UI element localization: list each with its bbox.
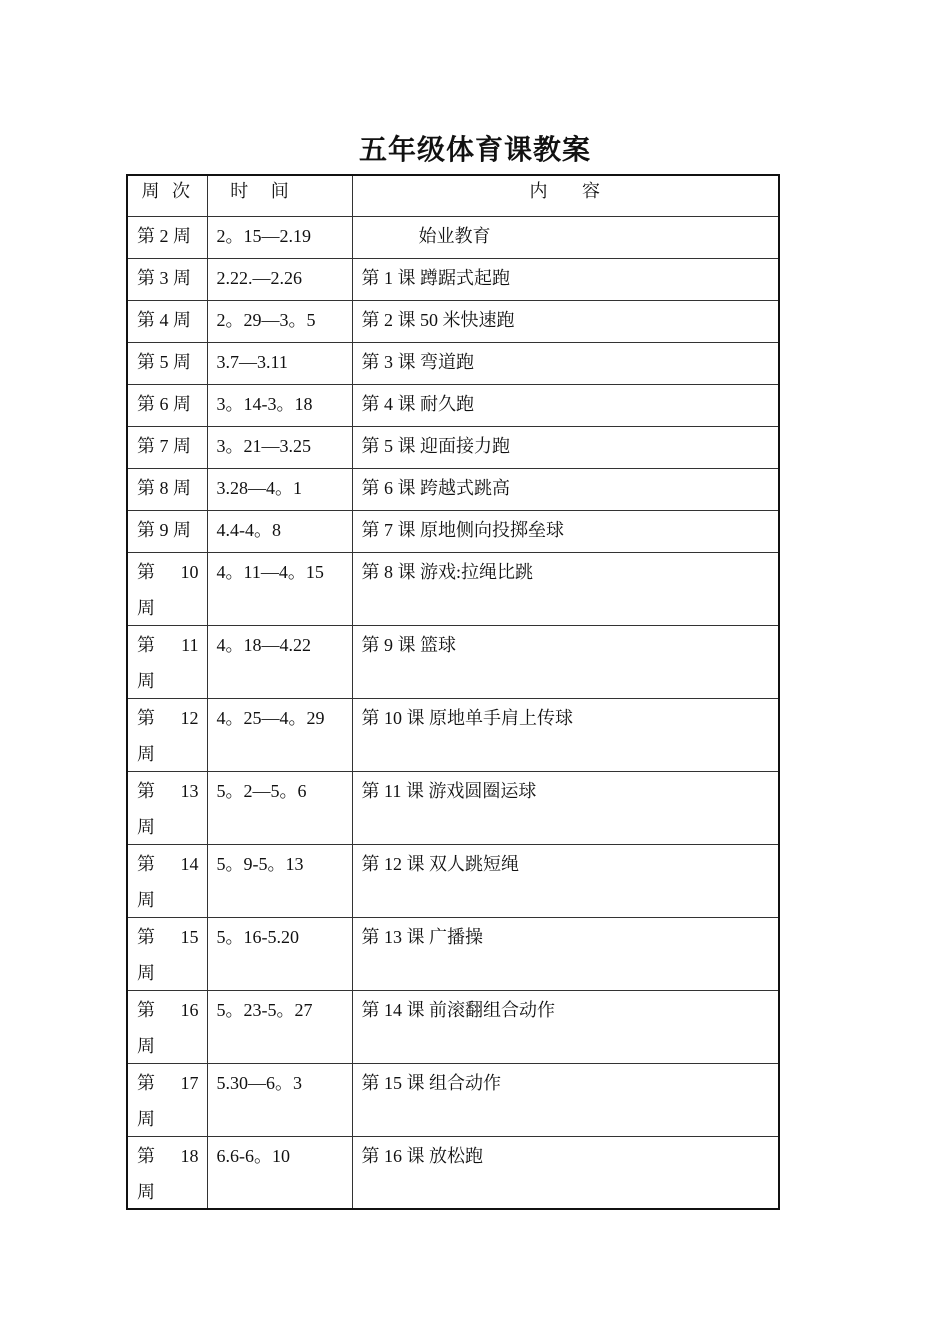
time-cell: 2.22.—2.26 [207, 258, 352, 300]
week-cell: 第 8 周 [127, 468, 207, 510]
content-cell: 第 12 课 双人跳短绳 [352, 844, 779, 917]
table-row [127, 625, 779, 698]
week-cell: 第 4 周 [127, 300, 207, 342]
content-cell: 第 3 课 弯道跑 [352, 342, 779, 384]
time-cell: 2。29—3。5 [207, 300, 352, 342]
lesson-schedule-table [126, 174, 780, 1210]
week-cell: 第 10 周 [127, 552, 207, 625]
page-title: 五年级体育课教案 [358, 133, 591, 166]
content-cell: 第 16 课 放松跑 [352, 1136, 779, 1209]
week-cell: 第 7 周 [127, 426, 207, 468]
time-cell: 3。14-3。18 [207, 384, 352, 426]
content-cell: 第 14 课 前滚翻组合动作 [352, 990, 779, 1063]
table-row [127, 917, 779, 990]
table-row [127, 384, 779, 426]
week-cell: 第 18 周 [127, 1136, 207, 1209]
content-cell: 第 11 课 游戏圆圈运球 [352, 771, 779, 844]
time-cell: 6.6-6。10 [207, 1136, 352, 1209]
table-row [127, 1063, 779, 1136]
week-cell: 第 5 周 [127, 342, 207, 384]
week-cell: 第 3 周 [127, 258, 207, 300]
table-row [127, 342, 779, 384]
table-row [127, 844, 779, 917]
table-row [127, 552, 779, 625]
table-row [127, 300, 779, 342]
time-cell: 5.30—6。3 [207, 1063, 352, 1136]
week-cell: 第 13 周 [127, 771, 207, 844]
week-cell: 第 6 周 [127, 384, 207, 426]
content-cell: 第 1 课 蹲踞式起跑 [352, 258, 779, 300]
table-row [127, 426, 779, 468]
time-cell: 4。11—4。15 [207, 552, 352, 625]
content-cell: 第 6 课 跨越式跳高 [352, 468, 779, 510]
time-cell: 5。9-5。13 [207, 844, 352, 917]
time-cell: 5。23-5。27 [207, 990, 352, 1063]
table-row [127, 216, 779, 258]
content-cell: 第 15 课 组合动作 [352, 1063, 779, 1136]
table-row [127, 1136, 779, 1209]
content-cell: 始业教育 [352, 216, 779, 258]
table-row [127, 468, 779, 510]
table-header-row [127, 175, 779, 216]
content-cell: 第 13 课 广播操 [352, 917, 779, 990]
week-cell: 第 12 周 [127, 698, 207, 771]
header-week: 周 次 [127, 175, 207, 216]
time-cell: 3.28—4。1 [207, 468, 352, 510]
time-cell: 4。25—4。29 [207, 698, 352, 771]
content-cell: 第 10 课 原地单手肩上传球 [352, 698, 779, 771]
time-cell: 3.7—3.11 [207, 342, 352, 384]
time-cell: 4。18—4.22 [207, 625, 352, 698]
content-cell: 第 7 课 原地侧向投掷垒球 [352, 510, 779, 552]
content-cell: 第 4 课 耐久跑 [352, 384, 779, 426]
content-cell: 第 9 课 篮球 [352, 625, 779, 698]
time-cell: 4.4-4。8 [207, 510, 352, 552]
time-cell: 5。2—5。6 [207, 771, 352, 844]
table-row [127, 771, 779, 844]
time-cell: 3。21—3.25 [207, 426, 352, 468]
table-row [127, 990, 779, 1063]
content-cell: 第 2 课 50 米快速跑 [352, 300, 779, 342]
week-cell: 第 11 周 [127, 625, 207, 698]
header-content: 内 容 [352, 175, 779, 216]
table-row [127, 698, 779, 771]
header-time: 时 间 [207, 175, 352, 216]
time-cell: 5。16-5.20 [207, 917, 352, 990]
table-row [127, 510, 779, 552]
content-cell: 第 5 课 迎面接力跑 [352, 426, 779, 468]
week-cell: 第 2 周 [127, 216, 207, 258]
week-cell: 第 16 周 [127, 990, 207, 1063]
time-cell: 2。15—2.19 [207, 216, 352, 258]
content-cell: 第 8 课 游戏:拉绳比跳 [352, 552, 779, 625]
week-cell: 第 14 周 [127, 844, 207, 917]
week-cell: 第 15 周 [127, 917, 207, 990]
week-cell: 第 9 周 [127, 510, 207, 552]
week-cell: 第 17 周 [127, 1063, 207, 1136]
table-row [127, 258, 779, 300]
